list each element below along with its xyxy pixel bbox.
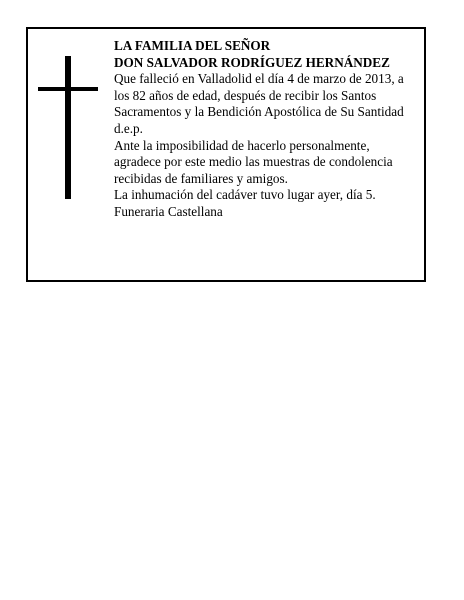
funeral-home-line: Funeraria Castellana <box>114 203 223 219</box>
death-info-line-3: Sacramentos y la Bendición Apostólica de Su Santidad <box>114 104 404 120</box>
notice-text <box>114 38 419 221</box>
obituary-notice <box>26 27 426 282</box>
burial-line: La inhumación del cadáver tuvo lugar ayer, día 5. <box>114 187 376 203</box>
notice-heading-line-2: DON SALVADOR RODRÍGUEZ HERNÁNDEZ <box>114 54 390 70</box>
cross-vertical-bar <box>65 56 71 199</box>
thanks-line-3: recibidas de familiares y amigos. <box>114 170 288 186</box>
dep-line: d.e.p. <box>114 120 143 136</box>
notice-heading-line-1: LA FAMILIA DEL SEÑOR <box>114 38 271 53</box>
death-info-line-2: los 82 años de edad, después de recibir los Santos <box>114 87 377 103</box>
death-info-line-1: Que falleció en Valladolid el día 4 de marzo de 2013, a <box>114 71 404 87</box>
cross-icon <box>38 56 98 199</box>
thanks-line-2: agradece por este medio las muestras de condolencia <box>114 154 393 170</box>
cross-horizontal-bar <box>38 87 98 91</box>
thanks-line-1: Ante la imposibilidad de hacerlo personalmente, <box>114 137 370 153</box>
